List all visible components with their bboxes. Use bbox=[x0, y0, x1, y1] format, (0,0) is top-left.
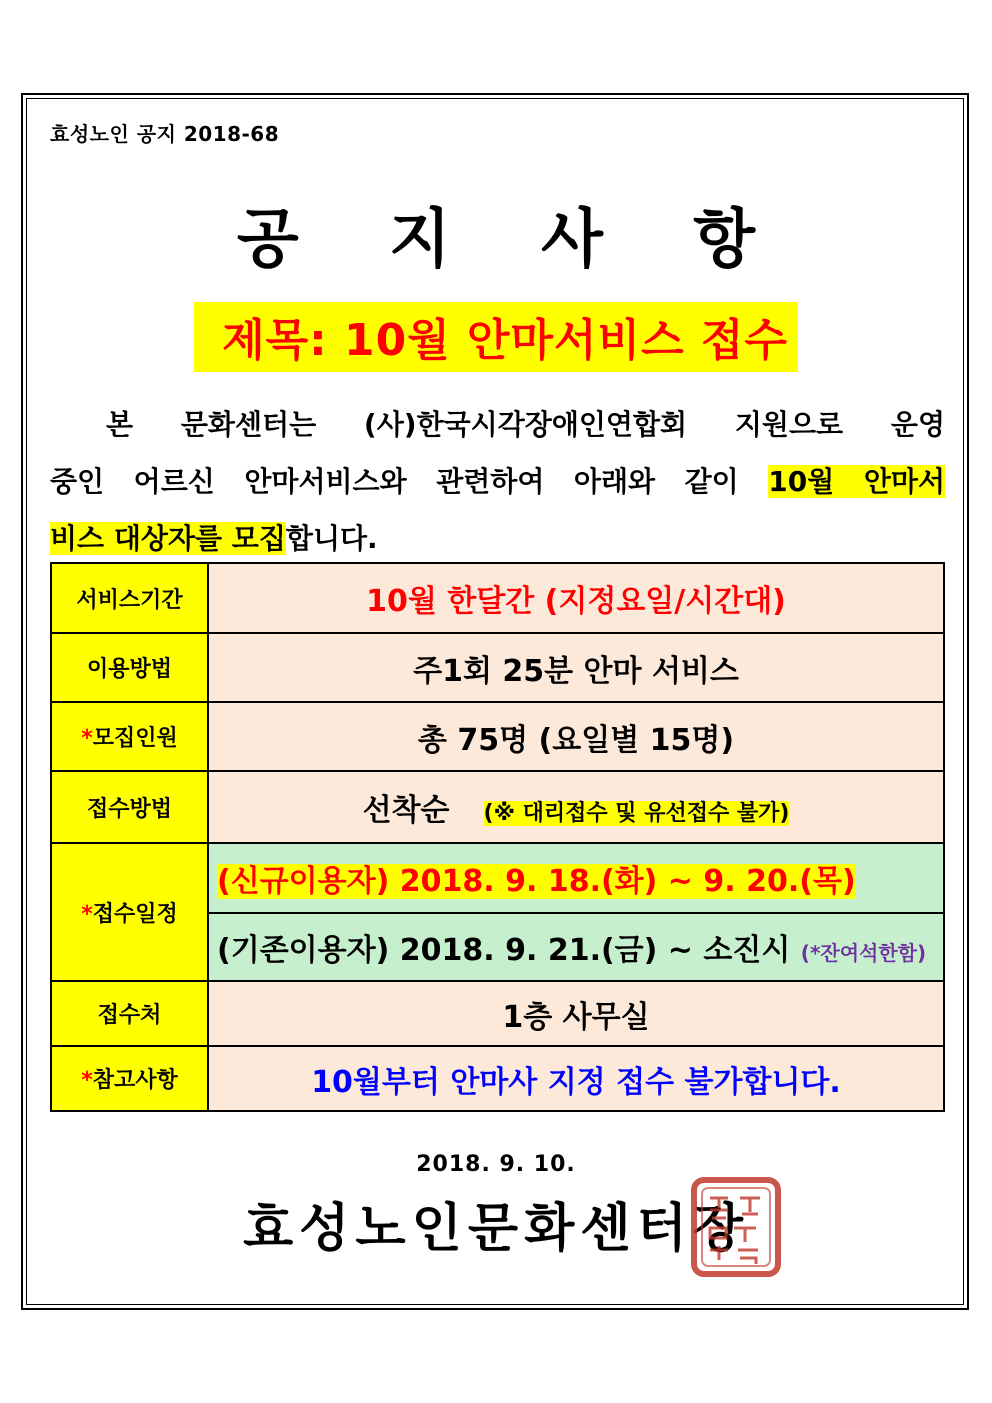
recruit-value: 총 75명 (요일별 15명) bbox=[208, 702, 944, 771]
issue-date: 2018. 9. 10. bbox=[416, 1152, 576, 1177]
apply-value-cell bbox=[208, 771, 944, 843]
note-label: 참고사항 bbox=[92, 1068, 178, 1093]
table-row-period bbox=[51, 563, 944, 633]
schedule-existing: (기존이용자) 2018. 9. 21.(금) ~ 소진시 bbox=[217, 933, 791, 968]
period-value: 10월 한달간 (지정요일/시간대) bbox=[208, 563, 944, 633]
schedule-label: 접수일정 bbox=[92, 901, 178, 927]
table-row-note bbox=[51, 1046, 944, 1111]
note-star: * bbox=[81, 1068, 93, 1093]
table-row-place bbox=[51, 981, 944, 1046]
schedule-existing-note: (*잔여석한함) bbox=[800, 941, 927, 965]
schedule-new bbox=[208, 843, 944, 913]
table-row-schedule-new bbox=[51, 843, 944, 913]
schedule-existing-cell bbox=[208, 913, 944, 981]
schedule-new-text: (신규이용자) 2018. 9. 18.(화) ~ 9. 20.(목) bbox=[217, 864, 856, 899]
body-line-2-text: 중인 어르신 안마서비스와 관련하여 아래와 같이 bbox=[50, 465, 769, 498]
schedule-star: * bbox=[81, 901, 93, 927]
note-label-cell bbox=[51, 1046, 208, 1111]
place-label: 접수처 bbox=[51, 981, 208, 1046]
table-row-method bbox=[51, 633, 944, 702]
schedule-label-cell bbox=[51, 843, 208, 981]
recruit-star: * bbox=[81, 726, 93, 751]
body-line-2 bbox=[50, 453, 945, 510]
method-label: 이용방법 bbox=[51, 633, 208, 702]
recruit-label-cell bbox=[51, 702, 208, 771]
subtitle-container bbox=[0, 302, 992, 372]
info-table bbox=[50, 562, 945, 1112]
signature: 효성노인문화센터장 bbox=[242, 1199, 750, 1259]
body-line-1: 본 문화센터는 (사)한국시각장애인연합회 지원으로 운영 bbox=[106, 408, 945, 441]
recruit-label: 모집인원 bbox=[92, 726, 178, 751]
subtitle: 제목: 10월 안마서비스 접수 bbox=[194, 302, 798, 372]
page-title: 공 지 사 항 bbox=[236, 203, 790, 277]
body-line-3 bbox=[50, 510, 945, 567]
document-number: 효성노인 공지 2018-68 bbox=[50, 122, 280, 146]
body-paragraph bbox=[50, 396, 945, 567]
apply-note: (※ 대리접수 및 유선접수 불가) bbox=[483, 801, 790, 826]
official-seal-stamp bbox=[688, 1174, 784, 1280]
table-row-apply bbox=[51, 771, 944, 843]
method-value: 주1회 25분 안마 서비스 bbox=[208, 633, 944, 702]
apply-label: 접수방법 bbox=[51, 771, 208, 843]
apply-value: 선착순 bbox=[362, 793, 450, 828]
period-label: 서비스기간 bbox=[51, 563, 208, 633]
body-line-3-text: 합니다. bbox=[285, 522, 378, 555]
table-row-recruit bbox=[51, 702, 944, 771]
place-value: 1층 사무실 bbox=[208, 981, 944, 1046]
body-line-2-highlight: 10월 안마서 bbox=[768, 465, 946, 498]
body-line-3-highlight: 비스 대상자를 모집 bbox=[50, 522, 286, 555]
note-value: 10월부터 안마사 지정 접수 불가합니다. bbox=[208, 1046, 944, 1111]
